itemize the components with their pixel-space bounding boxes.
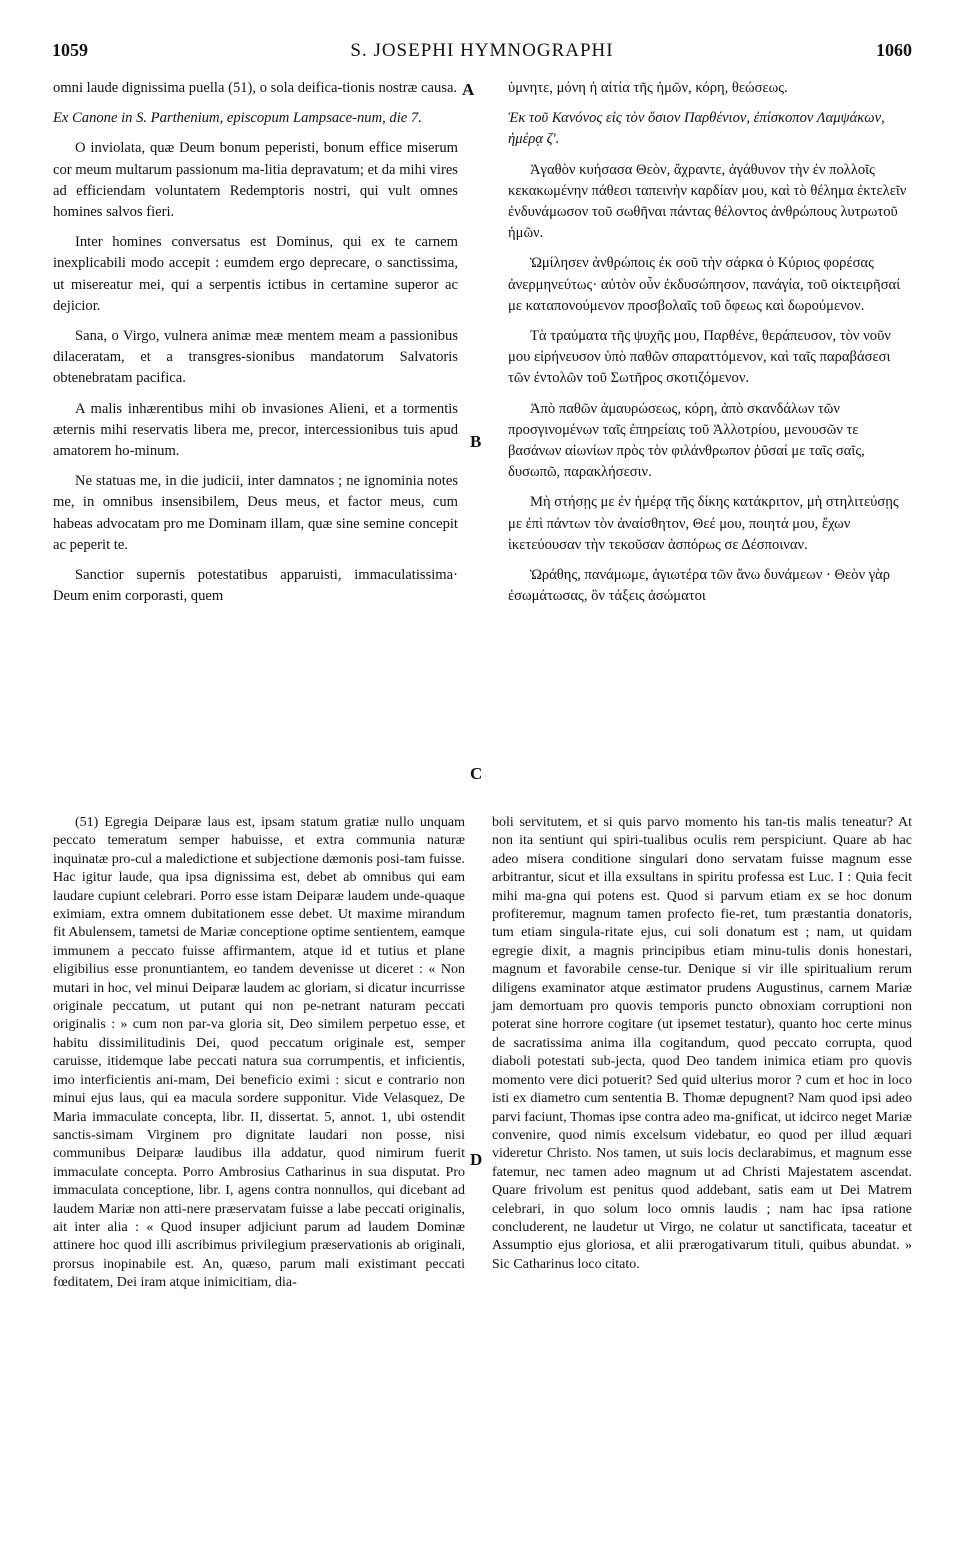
latin-paragraph: Inter homines conversatus est Dominus, qui ex te carnem inexplicabili modo accepit : eumdem ergo deprecare, o sanctissima, ut misereatur mei, qui a serpentis ictibus in certamine superor ac dejicior. [53, 234, 458, 314]
greek-intro: ὑμνητε, μόνη ἡ αἰτία τῆς ἡμῶν, κόρη, θεώσεως. [508, 80, 788, 96]
latin-paragraph: Ne statuas me, in die judicii, inter damnatos ; ne ignominia notes me, in omnibus insensibilem, Deus meus, et factor meus, cum habeas advocatam pro me Dominam illam, quæ sine semine concepit ac peperit te. [53, 473, 458, 553]
footnote-text: (51) Egregia Deiparæ laus est, ipsam statum gratiæ nullo unquam peccato temeratum semper habuisse, et extra communia naturæ inquinatæ pro-cul a maledictione et subjectione dæmonis posi-tam fuisse. Hac igitur laude, qua ipsa dignissima est, debet ab omnibus qui eam laudare cupiunt celebrari. Porro esse istam Deiparæ laudem unde-quaque eximiam, extra omnem dubitationem esse debet. Ut maxime mirandum fit Abulensem, tametsi de Mariæ conceptione optime sentientem, eamque immunem a peccato fuisse affirmantem, atque id et tutius et plane eligibilius esse pronuntiantem, eo tandem devenisse ut diceret : « Non mutari in hoc, vel minui Deiparæ laudem ac gloriam, si dicatur incurrisse originale peccatum, ut putant qui non pe-netrant naturam peccati originalis : » cum non par-va gloria sit, Deo similem perpetuo esse, et habitu dissimilitudinis Dei, quod peccatum originale est, semper caruisse, itidemque labe peccati natura sua corrumpentis, et inficientis, imo interficientis ani-mam, Dei beneficio eximi : sicut e contrario non minui ejus laus, qui ea macula sordere supponitur. Vide Velasquez, De Maria immaculate concepta, libr. II, dissertat. 5, annot. 1, ubi ostendit sanctis-simam Virginem pro dignitate laudari non posse, nisi communibus Deiparæ laudibus illa addatur, quod nimirum fuerit immaculate concepta. Porro Ambrosius Catharinus in sua disputat. Pro immaculata conceptione, libr. I, agens contra nonnullos, qui dicebant ad laudem Mariæ non atti-nere præservatam fuisse a labe peccati originalis, ait inter alia : « Quod insuper adjiciunt parum ad laudem Dominæ attinere hoc quod illi ascribimus privilegium præservationis ab originali, prorsus inopinabile est. An, quæso, parum mali existimant peccati fœditatem, Dei iram atque inimicitiam, dia- [53, 815, 465, 1291]
latin-paragraph: A malis inhærentibus mihi ob invasiones Alieni, et a tormentis æternis mihi reservatis libera me, precor, intercessionibus tuis apud amatorem ho-minum. [53, 400, 458, 460]
greek-paragraph: Μὴ στήσῃς με ἐν ἡμέρᾳ τῆς δίκης κατάκριτον, μὴ στηλιτεύσῃς με ἐπὶ πάντων τὸν ἀναίσθητον, Θεέ μου, ποιητά μου, ἔχων ἱκετεύουσαν τὴν τεκοῦσαν ἀσπόρως σε Δέσποιναν. [508, 494, 899, 553]
margin-marker-a: A [462, 80, 475, 99]
latin-intro: omni laude dignissima puella (51), o sola deifica-tionis nostræ causa. [53, 80, 458, 96]
right-page-number: 1060 [876, 40, 912, 60]
greek-paragraph: Ὡμίλησεν ἀνθρώποις ἐκ σοῦ τὴν σάρκα ὁ Κύριος φορέσας ἀνερμηνεύτως· αὐτὸν οὖν ἐκδυσώπησον, πανάγία, τοῦ οἰκτειρῆσαί με καταπονούμενον προσβολαῖς τοῦ ὄφεως καὶ δωρούμενον. [508, 255, 901, 314]
margin-marker-c: C [470, 764, 483, 783]
greek-canon-title: Ἐκ τοῦ Κανόνος εἰς τὸν ὅσιον Παρθένιον, ἐπίσκοπον Λαμψάκων, ἡμέρᾳ ζ'. [508, 110, 885, 148]
greek-paragraph: Ὡράθης, πανάμωμε, ἁγιωτέρα τῶν ἄνω δυνάμεων · Θεὸν γὰρ ἐσωμάτωσας, ὃν τάξεις ἀσώματοι [508, 567, 891, 605]
latin-canon-title: Ex Canone in S. Parthenium, episcopum Lampsace-num, die 7. [53, 110, 422, 127]
left-page-number: 1059 [52, 40, 88, 60]
footnote-right-column [492, 814, 912, 1274]
running-title: S. JOSEPHI HYMNOGRAPHI [350, 40, 614, 61]
footnote-left-column [53, 814, 465, 1293]
greek-paragraph: Ἀγαθὸν κυήσασα Θεὸν, ἄχραντε, ἀγάθυνον τὴν ἐν πολλοῖς κεκακωμένην πάθεσι ταπεινὴν καρδίαν μου, καὶ τὸ θέλημα ἐκτελεῖν ἐνδυνάμωσον τοῦ σωθῆναι πάντας θέλοντος ἀνθρώπους λυτρωτοῦ ἡμῶν. [508, 161, 907, 242]
latin-paragraph: Sana, o Virgo, vulnera animæ meæ mentem meam a passionibus dilaceratam, et a transgres-sionibus mandatorum Salvatoris obtenebratam pacifica. [53, 328, 458, 387]
latin-paragraph: Sanctior supernis potestatibus apparuisti, immaculatissima· Deum enim corporasti, quem [53, 567, 458, 605]
latin-column [53, 78, 458, 616]
margin-marker-d: D [470, 1150, 483, 1169]
greek-column [508, 78, 913, 616]
latin-paragraph: O inviolata, quæ Deum bonum peperisti, bonum effice miserum cor meum multarum passionum ma-litia depravatum; et da mihi vires ad efficiendam voluntatem Redemptoris nostri, qui vult omnes homines salvos fieri. [53, 140, 458, 221]
greek-paragraph: Ἀπὸ παθῶν ἀμαυρώσεως, κόρη, ἀπὸ σκανδάλων τῶν προσγινομένων ταῖς ἐπηρείαις τοῦ Ἀλλοτρίου, μενουσῶν τε βασάνων αἰωνίων πρὸς τὸν φιλάνθρωπον ῥῦσαί με ταῖς σαῖς, δυσωπῶ, παρακλήσεσιν. [508, 400, 865, 481]
greek-paragraph: Τὰ τραύματα τῆς ψυχῆς μου, Παρθένε, θεράπευσον, τὸν νοῦν μου εἰρήνευσον ὑπὸ παθῶν σπαραττόμενον, καὶ ταῖς παραβάσεσι τῶν ἐντολῶν τοῦ Σωτῆρος σκοτιζόμενον. [508, 328, 891, 387]
margin-marker-b: B [470, 432, 482, 451]
running-header [52, 40, 912, 70]
footnote-text-continued: boli servitutem, et si quis parvo momento his tan-tis malis teneatur? At non ita sentiunt qui spiri-tualibus oculis rem perspiciunt. Quare ab hac adeo misera conditione singulari dono servatam fuisse magnum esse arbitrantur, sicut et illa exsultans in spiritu professa est Luc. I : Quia fecit mihi ma-gna qui potens est. Quod si parvum etiam ex se hoc donum profiteremur, magnum tamen profecto fie-ret, tum præstantia donatoris, tum etiam singula-ritate ejus, cui soli donatum est ; nam, ut quidam egregie dixit, a magnis principibus etiam minu-tulis donis honestari, magnum et favorabile cense-tur. Denique si vir ille spiritualium rerum diligens examinator atque æstimator prudens Augustinus, carnem Mariæ jam demortuam pro quovis temporis puncto obnoxiam corruptioni non poterat sine horrore cogitare (ut ipsemet testatur), quanto hoc certe minus de sacratissima anima illa cogitandum, quod peccato corrupta, quod diaboli potestati sub-jecta, quod Deo tandem inimica etiam pro quovis momento vere dici potuerit? Sed quid ulterius moror ? cum et hoc in loco isti ex diametro cum sententia B. Thomæ depugnent? Nam quod ipsi adeo parvi faciunt, Thomas ipse contra adeo ma-gnificat, ut idcirco neget Mariæ convenire, quod nimis excelsum videbatur, eo quod per illud æquari videretur Christo. Nos tamen, ut suis locis declarabimus, et magnum esse fatemur, nec tamen adeo magnum ut ad Christi Majestatem ascendat. Quare frivolum est penitus quod addebant, satis eam ut Dei Matrem celebrari, in quo solum loco omnis laudis ; nam hac ipsa ratione concluderent, ne laudetur ut Virgo, ne colatur ut sanctificata, taceatur et Assumptio ejus gloriosa, et alii prærogativarum tituli, quibus abundat. » Sic Catharinus loco citato. [492, 815, 912, 1272]
